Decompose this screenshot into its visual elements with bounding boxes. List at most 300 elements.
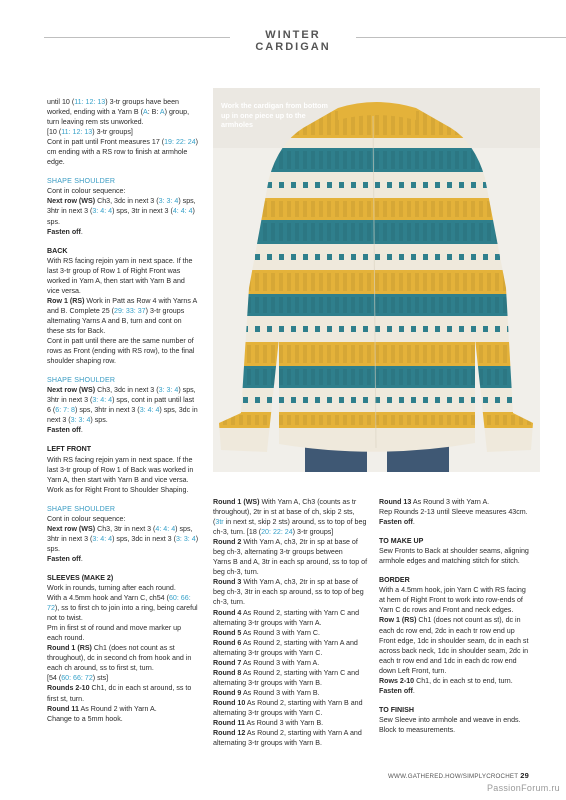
text-line: alternating Yarns A and B, turn and cont on <box>47 316 182 325</box>
stitch-texture <box>367 415 371 425</box>
stitch-texture <box>407 297 411 313</box>
text-line: alternating 3-tr groups with Yarn A. <box>213 618 322 627</box>
stitch-texture <box>279 415 283 425</box>
stitch-texture <box>495 273 499 291</box>
text-line: armhole edges and matching stitch for stitch. <box>379 557 520 566</box>
stitch-texture <box>351 223 355 241</box>
stitch-texture <box>351 151 355 169</box>
text-line: Yarn A, then start with Yarn B and vice versa. <box>47 475 189 484</box>
text-line: alternating 3-tr groups with Yarn B. <box>213 739 322 748</box>
stitch-dot <box>339 254 344 260</box>
text-line: rows as Front (ending with RS row), to the final <box>47 347 195 356</box>
stitch-texture <box>311 297 315 313</box>
stitch-texture <box>447 297 451 313</box>
stitch-texture <box>311 415 315 425</box>
text-line: Round 1 (WS) With Yarn A, Ch3 (counts as tr <box>213 498 357 506</box>
stitch-texture <box>415 273 419 291</box>
stitch-texture <box>447 415 451 425</box>
text-line: Cont in patt until Front measures 17 (19: 22: 24) <box>47 138 199 147</box>
stitch-dot <box>435 182 440 188</box>
stitch-texture <box>463 297 467 313</box>
stitch-texture <box>439 223 443 241</box>
stitch-dot <box>423 326 428 332</box>
text-line: alternating 3-tr groups with Yarn B. <box>213 678 322 687</box>
stitch-dot <box>363 397 368 403</box>
stitch-texture <box>295 151 299 169</box>
stitch-texture <box>295 201 299 217</box>
page-title: WINTER CARDIGAN <box>255 29 331 53</box>
stitch-dot <box>339 397 344 403</box>
stitch-texture <box>319 415 323 425</box>
text-line: each ch around, ss to first st, turn. <box>47 664 154 673</box>
stitch-texture <box>247 415 251 425</box>
stitch-texture <box>319 345 323 363</box>
stitch-texture <box>383 273 387 291</box>
stitch-texture <box>471 345 475 363</box>
stitch-texture <box>343 369 347 385</box>
stitch-texture <box>455 151 459 169</box>
text-line: Next row (WS) Ch3, 3dc in next 3 (3: 3: 4) sps, <box>47 386 196 395</box>
stitch-texture <box>263 273 267 291</box>
stitch-texture <box>463 151 467 169</box>
text-line: [10 (11: 12: 13) 3-tr groups] <box>47 128 133 137</box>
stitch-texture <box>271 273 275 291</box>
cardigan-illustration <box>213 88 540 472</box>
stitch-dot <box>279 397 284 403</box>
stitch-texture <box>407 369 411 385</box>
text-line: Cont in colour sequence: <box>47 187 126 196</box>
stitch-texture <box>487 297 491 313</box>
text-line: down Left Front, turn. <box>379 666 447 675</box>
page-number: 29 <box>520 771 529 780</box>
section-subheading: SHAPE SHOULDER <box>47 504 116 513</box>
stitch-texture <box>303 273 307 291</box>
stitch-texture <box>335 415 339 425</box>
stitch-texture <box>279 201 283 217</box>
section-heading: LEFT FRONT <box>47 445 92 454</box>
stitch-texture <box>327 223 331 241</box>
stitch-texture <box>511 415 515 425</box>
text-line: Round 7 As Round 3 with Yarn A. <box>213 658 320 667</box>
stitch-dot <box>291 326 296 332</box>
text-line: Yarn C dc rows and Front and neck edges. <box>379 606 514 615</box>
stitch-texture <box>455 297 459 313</box>
stitch-dot <box>303 254 308 260</box>
text-line: sps. <box>47 217 61 226</box>
text-line: next 3 (3: 3: 4) sps. <box>47 416 108 425</box>
text-line: Front edge, 1dc in shoulder seam, dc in each st <box>379 636 529 645</box>
stitch-texture <box>263 369 267 385</box>
stitch-texture <box>487 369 491 385</box>
stitch-texture <box>335 151 339 169</box>
text-line: Sew Sleeve into armhole and weave in ends. <box>379 715 521 724</box>
stitch-texture <box>279 151 283 169</box>
section-subheading: SHAPE SHOULDER <box>47 376 116 385</box>
stitch-texture <box>423 297 427 313</box>
stitch-texture <box>407 151 411 169</box>
stitch-texture <box>311 369 315 385</box>
stitch-texture <box>367 201 371 217</box>
stitch-dot <box>447 326 452 332</box>
stitch-texture <box>255 297 259 313</box>
stitch-texture <box>303 201 307 217</box>
stitch-dot <box>279 182 284 188</box>
stitch-texture <box>335 345 339 363</box>
stitch-texture <box>327 297 331 313</box>
text-line: worked, ending with a Yarn B (A: B: A) group, <box>47 108 190 117</box>
stitch-texture <box>327 201 331 217</box>
stitch-dot <box>447 254 452 260</box>
stitch-texture <box>343 345 347 363</box>
stitch-dot <box>459 182 464 188</box>
stitch-texture <box>447 223 451 241</box>
text-line: 72), ss to first ch to join into a ring, being careful <box>47 604 198 613</box>
text-line: Round 8 As Round 2, starting with Yarn C and <box>213 668 360 677</box>
stitch-texture <box>343 297 347 313</box>
stitch-dot <box>423 182 428 188</box>
stitch-dot <box>255 254 260 260</box>
stitch-texture <box>463 201 467 217</box>
stitch-texture <box>391 415 395 425</box>
stitch-dot <box>291 254 296 260</box>
text-line: With a 4.5mm hook, join Yarn C with RS facing <box>379 586 526 595</box>
stitch-texture <box>455 201 459 217</box>
stitch-texture <box>367 273 371 291</box>
stitch-texture <box>463 415 467 425</box>
stitch-texture <box>423 369 427 385</box>
stitch-texture <box>471 273 475 291</box>
stitch-dot <box>339 326 344 332</box>
stitch-dot <box>315 326 320 332</box>
stitch-texture <box>287 201 291 217</box>
stitch-texture <box>495 345 499 363</box>
stitch-texture <box>503 345 507 363</box>
text-line: Round 12 As Round 2, starting with Yarn A and <box>213 729 362 738</box>
stitch-texture <box>255 345 259 363</box>
stitch-texture <box>391 201 395 217</box>
stitch-texture <box>495 415 499 425</box>
stitch-texture <box>423 345 427 363</box>
stitch-dot <box>267 397 272 403</box>
stitch-texture <box>303 345 307 363</box>
stitch-texture <box>423 223 427 241</box>
stitch-texture <box>263 415 267 425</box>
text-line: cm ending with a RS row to finish at armhole <box>47 148 188 157</box>
stitch-texture <box>375 273 379 291</box>
stitch-texture <box>471 201 475 217</box>
stitch-dot <box>375 182 380 188</box>
stitch-texture <box>287 297 291 313</box>
stitch-texture <box>439 369 443 385</box>
stitch-dot <box>255 326 260 332</box>
stitch-dot <box>291 397 296 403</box>
stitch-texture <box>431 415 435 425</box>
text-line: at hem of Right Front to work into row-ends of <box>379 596 523 605</box>
text-line: alternating 3-tr groups with Yarn C. <box>213 648 323 657</box>
stitch-dot <box>399 182 404 188</box>
stitch-texture <box>383 201 387 217</box>
stitch-texture <box>487 415 491 425</box>
stitch-dot <box>375 254 380 260</box>
text-line: With RS facing rejoin yarn in next space. If the <box>47 256 193 265</box>
stitch-texture <box>383 151 387 169</box>
text-line: edge. <box>47 158 65 167</box>
stitch-texture <box>415 297 419 313</box>
text-line: across back neck, 1dc in shoulder seam, 2dc in <box>379 646 529 655</box>
stitch-texture <box>279 345 283 363</box>
stitch-texture <box>271 223 275 241</box>
stitch-dot <box>351 397 356 403</box>
stitch-texture <box>335 223 339 241</box>
stitch-texture <box>263 297 267 313</box>
stitch-texture <box>383 415 387 425</box>
stitch-texture <box>335 201 339 217</box>
stitch-texture <box>255 415 259 425</box>
stitch-texture <box>407 415 411 425</box>
stitch-dot <box>471 326 476 332</box>
stitch-texture <box>375 151 379 169</box>
text-line: these sts for Back. <box>47 326 106 335</box>
stitch-texture <box>383 345 387 363</box>
stitch-texture <box>391 297 395 313</box>
text-line: beg ch-3, turn. <box>213 568 259 577</box>
stitch-dot <box>291 182 296 188</box>
column-2 <box>213 497 373 748</box>
stitch-texture <box>311 151 315 169</box>
text-line: Round 2 With Yarn A, ch3, 2tr in sp at base of <box>213 538 358 547</box>
stitch-texture <box>431 201 435 217</box>
stitch-texture <box>423 111 427 135</box>
text-line: Round 11 As Round 3 with Yarn B. <box>213 719 324 728</box>
stitch-dot <box>315 182 320 188</box>
stitch-dot <box>303 397 308 403</box>
stitch-texture <box>383 369 387 385</box>
stitch-texture <box>479 201 483 217</box>
column-1 <box>47 97 207 724</box>
stitch-texture <box>471 223 475 241</box>
stitch-texture <box>295 223 299 241</box>
stitch-texture <box>431 273 435 291</box>
stitch-texture <box>287 223 291 241</box>
stitch-texture <box>447 369 451 385</box>
stitch-dot <box>327 397 332 403</box>
stitch-dot <box>495 397 500 403</box>
stitch-texture <box>423 273 427 291</box>
stitch-texture <box>319 273 323 291</box>
stitch-texture <box>439 345 443 363</box>
text-line: Row 1 (RS) Ch1 (does not count as st), dc in <box>379 616 521 625</box>
stitch-texture <box>415 201 419 217</box>
stitch-texture <box>343 223 347 241</box>
text-line: sps. <box>47 544 61 553</box>
stitch-texture <box>463 369 467 385</box>
stitch-texture <box>351 201 355 217</box>
text-line: 3htr in next 3 (3: 4: 4) sps, cont in patt until last <box>47 396 195 405</box>
text-line: worked in Yarn A, then start with Yarn B and <box>47 276 185 285</box>
stitch-texture <box>279 273 283 291</box>
text-line: ch-3, turn. [18 (20: 22: 24) 3-tr groups] <box>213 528 334 537</box>
stitch-texture <box>399 369 403 385</box>
stitch-texture <box>271 201 275 217</box>
stitch-texture <box>335 273 339 291</box>
stitch-texture <box>471 151 475 169</box>
stitch-texture <box>279 223 283 241</box>
stitch-dot <box>351 254 356 260</box>
stitch-dot <box>327 254 332 260</box>
text-line: Work as for Right Front to Shoulder Shaping. <box>47 485 189 494</box>
stitch-texture <box>383 297 387 313</box>
cardigan-photo <box>213 88 540 472</box>
stitch-texture <box>439 297 443 313</box>
text-line: until 10 (11: 12: 13) 3-tr groups have been <box>47 98 179 106</box>
stitch-texture <box>479 345 483 363</box>
section-heading: TO MAKE UP <box>379 537 424 546</box>
stitch-dot <box>507 397 512 403</box>
stitch-texture <box>303 415 307 425</box>
stitch-texture <box>407 345 411 363</box>
stitch-texture <box>455 345 459 363</box>
stitch-texture <box>399 415 403 425</box>
stitch-dot <box>303 326 308 332</box>
stitch-texture <box>415 369 419 385</box>
text-line: last 3-tr group of Row 1 of Right Front was <box>47 266 181 275</box>
section-heading: BORDER <box>379 576 410 585</box>
stitch-texture <box>367 369 371 385</box>
stitch-texture <box>391 223 395 241</box>
stitch-dot <box>255 397 260 403</box>
stitch-texture <box>271 297 275 313</box>
footer-url: WWW.GATHERED.HOW/SIMPLYCROCHET <box>388 773 519 780</box>
stitch-texture <box>335 297 339 313</box>
stitch-dot <box>459 254 464 260</box>
stitch-dot <box>435 254 440 260</box>
text-line: not to twist. <box>47 614 83 623</box>
column-3 <box>379 497 539 735</box>
header-rule-left <box>44 37 230 38</box>
text-line: Next row (WS) Ch3, 3dc in next 3 (3: 3: 4) sps, <box>47 197 196 206</box>
stitch-texture <box>407 223 411 241</box>
stitch-texture <box>463 273 467 291</box>
stitch-texture <box>351 297 355 313</box>
stitch-texture <box>319 201 323 217</box>
stitch-dot <box>459 326 464 332</box>
stitch-texture <box>311 345 315 363</box>
text-line: Fasten off. <box>47 227 83 236</box>
text-line: Next row (WS) Ch3, 3tr in next 3 (4: 4: 4) sps, <box>47 524 193 533</box>
stitch-texture <box>439 415 443 425</box>
stitch-dot <box>327 326 332 332</box>
stitch-texture <box>447 345 451 363</box>
text-line: Cont in patt until there are the same number of <box>47 337 194 346</box>
stitch-dot <box>411 397 416 403</box>
stitch-texture <box>399 201 403 217</box>
text-line: Rep Rounds 2-13 until Sleeve measures 43cm. <box>379 508 528 517</box>
stitch-texture <box>303 223 307 241</box>
stitch-texture <box>391 151 395 169</box>
stitch-texture <box>415 345 419 363</box>
stitch-dot <box>351 326 356 332</box>
stitch-texture <box>375 297 379 313</box>
stitch-texture <box>471 415 475 425</box>
stitch-texture <box>487 273 491 291</box>
stitch-texture <box>343 201 347 217</box>
text-line: Row 1 (RS) Work in Patt as Row 4 with Yarns A <box>47 296 198 305</box>
stitch-dot <box>411 182 416 188</box>
text-line: each round. <box>47 634 85 643</box>
stitch-dot <box>339 182 344 188</box>
stitch-texture <box>255 369 259 385</box>
stitch-dot <box>423 397 428 403</box>
stitch-dot <box>375 326 380 332</box>
stitch-dot <box>471 182 476 188</box>
stitch-texture <box>247 345 251 363</box>
text-line: and B. Complete 25 (29: 33: 37) 3-tr groups <box>47 306 185 315</box>
stitch-texture <box>455 273 459 291</box>
stitch-texture <box>287 369 291 385</box>
stitch-dot <box>387 397 392 403</box>
stitch-dot <box>423 254 428 260</box>
text-line: throughout), dc in second ch from hook and in <box>47 654 192 663</box>
stitch-texture <box>503 415 507 425</box>
text-line: Round 6 As Round 2, starting with Yarn A and <box>213 638 358 647</box>
stitch-texture <box>359 345 363 363</box>
stitch-texture <box>367 345 371 363</box>
section-heading: SLEEVES (MAKE 2) <box>47 573 114 582</box>
stitch-texture <box>327 273 331 291</box>
section-subheading: SHAPE SHOULDER <box>47 177 116 186</box>
stitch-texture <box>487 345 491 363</box>
stitch-texture <box>383 223 387 241</box>
stitch-texture <box>319 151 323 169</box>
text-line: Round 1 (RS) Ch1 (does not count as st <box>47 644 175 653</box>
text-line: Fasten off. <box>47 554 83 563</box>
stitch-texture <box>351 369 355 385</box>
stitch-texture <box>287 151 291 169</box>
text-line: Change to a 5mm hook. <box>47 714 123 723</box>
stitch-dot <box>267 326 272 332</box>
stitch-dot <box>363 326 368 332</box>
photo-caption: Work the cardigan from bottom up in one piece up to the armholes <box>221 101 328 129</box>
stitch-texture <box>415 223 419 241</box>
stitch-texture <box>479 223 483 241</box>
stitch-texture <box>319 223 323 241</box>
stitch-texture <box>311 201 315 217</box>
text-line: Fasten off. <box>379 686 415 695</box>
stitch-dot <box>327 182 332 188</box>
stitch-texture <box>255 273 259 291</box>
stitch-texture <box>455 223 459 241</box>
text-line: last 3-tr group of Row 1 of Back was worked in <box>47 465 194 474</box>
text-line: alternating 3-tr groups with Yarn C. <box>213 708 323 717</box>
stitch-dot <box>435 326 440 332</box>
text-line: Rounds 2-10 Ch1, dc in each st around, ss to <box>47 684 192 693</box>
stitch-dot <box>471 254 476 260</box>
stitch-texture <box>239 415 243 425</box>
stitch-texture <box>359 297 363 313</box>
text-line: Pm in first st of round and move marker up <box>47 624 182 633</box>
stitch-texture <box>247 369 251 385</box>
stitch-texture <box>303 369 307 385</box>
stitch-texture <box>415 415 419 425</box>
stitch-texture <box>399 151 403 169</box>
text-line: (3tr in next st, skip 2 sts) around, ss to top of beg <box>213 518 367 527</box>
stitch-texture <box>399 223 403 241</box>
text-line: vice versa. <box>47 286 81 295</box>
stitch-texture <box>359 151 363 169</box>
stitch-dot <box>447 397 452 403</box>
stitch-texture <box>351 415 355 425</box>
stitch-texture <box>479 297 483 313</box>
